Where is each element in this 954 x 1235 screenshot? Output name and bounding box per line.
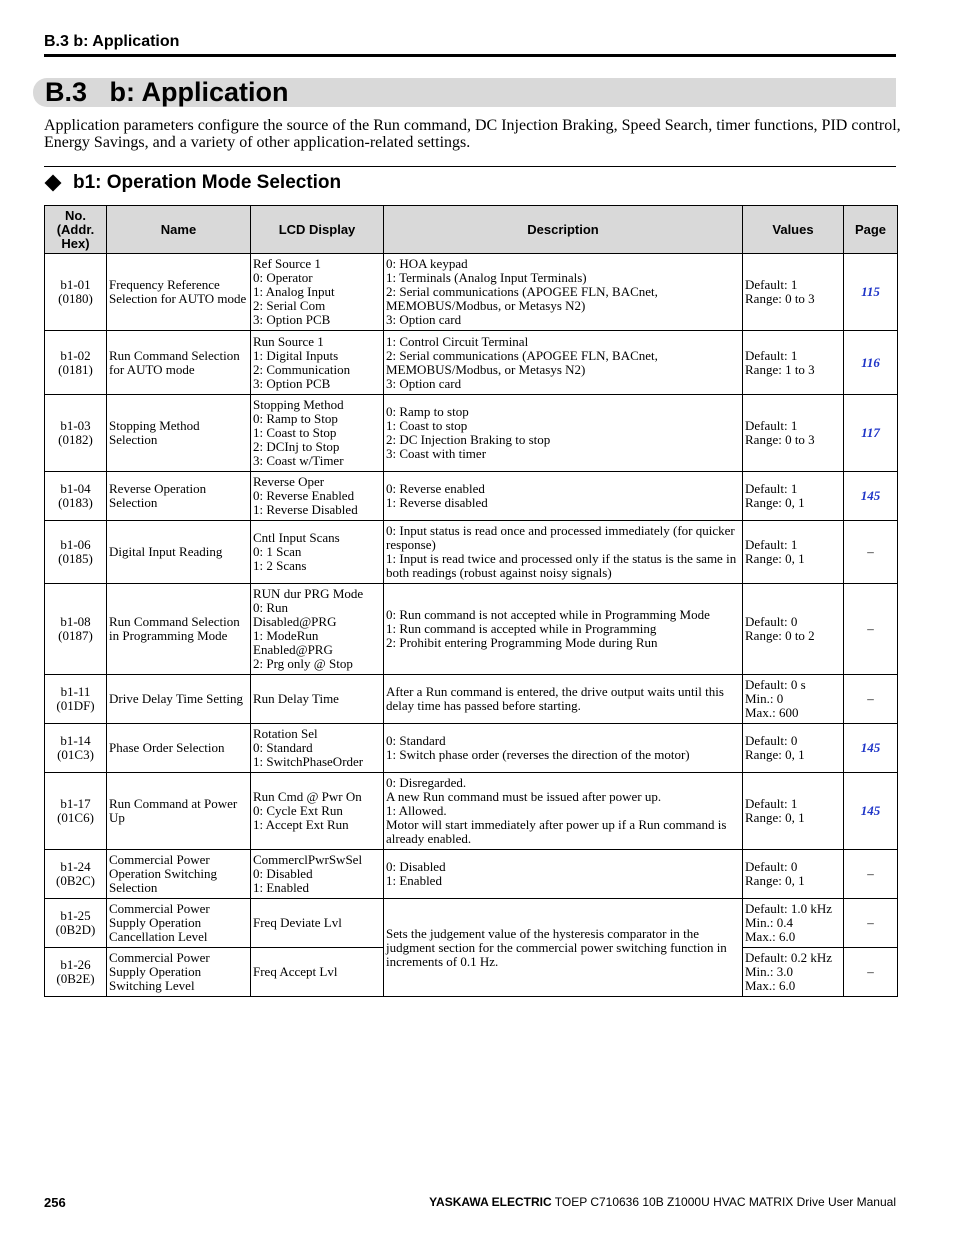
description-cell: [384, 675, 743, 724]
description-line: 2: Serial communications (APOGEE FLN, BACnet, MEMOBUS/Modbus, or Metasys N2): [386, 347, 658, 377]
param-name-cell: Drive Delay Time Setting: [107, 675, 251, 724]
description-cell: [384, 724, 743, 773]
lcd-display-line: Freq Deviate Lvl: [253, 915, 342, 930]
description-line: 1: Input is read twice and processed only if the status is the same in both readings (robust against noisy signals): [386, 551, 737, 580]
lcd-display-cell: [251, 521, 384, 584]
param-name-cell: Run Command Selection in Programming Mode: [107, 584, 251, 675]
value-line: Default: 1.0 kHz: [745, 901, 833, 916]
description-cell: [384, 395, 743, 472]
section-number: B.3: [45, 77, 88, 107]
value-line: Range: 0, 1: [745, 873, 805, 888]
value-line: Range: 0, 1: [745, 810, 805, 825]
description-line: 1: Run command is accepted while in Programming: [386, 621, 657, 636]
page-none: –: [867, 964, 874, 979]
param-number: b1-26: [60, 957, 91, 972]
param-address: (0181): [58, 361, 93, 377]
param-address: (0182): [58, 432, 93, 447]
lcd-display-cell: [251, 331, 384, 395]
value-line: Max.: 600: [745, 705, 799, 720]
lcd-display-line: 0: Disabled: [253, 866, 313, 881]
table-body: [45, 254, 898, 997]
description-cell: [384, 584, 743, 675]
description-line: 2: DC Injection Braking to stop: [386, 432, 551, 447]
description-cell: [384, 773, 743, 850]
table-row: [45, 254, 898, 331]
param-address: (0B2E): [56, 971, 95, 986]
description-line: A new Run command must be issued after power up.: [386, 789, 662, 804]
value-line: Default: 1: [745, 277, 798, 292]
table-row: [45, 773, 898, 850]
page-none: –: [867, 544, 874, 559]
param-number: b1-24: [60, 859, 91, 874]
page-link[interactable]: 145: [860, 740, 881, 755]
lcd-display-line: 1: SwitchPhaseOrder: [253, 754, 364, 769]
parameter-table: [44, 205, 898, 997]
lcd-display-line: 1: Reverse Disabled: [253, 502, 358, 517]
description-line: 1: Enabled: [386, 873, 442, 888]
value-line: Default: 1: [745, 481, 798, 496]
description-line: 2: Prohibit entering Programming Mode during Run: [386, 635, 658, 650]
page-cell: [844, 584, 898, 675]
param-number-cell: [45, 395, 107, 472]
param-number: b1-08: [60, 614, 91, 629]
lcd-display-cell: [251, 472, 384, 521]
description-line: 0: Disregarded.: [386, 775, 467, 790]
description-line: After a Run command is entered, the drive output waits until this delay time has passed before starting.: [386, 684, 724, 713]
param-name-cell: Run Command at Power Up: [107, 773, 251, 850]
lcd-display-cell: [251, 584, 384, 675]
value-line: Default: 0: [745, 859, 798, 874]
description-cell: [384, 331, 743, 395]
value-line: Default: 1: [745, 347, 798, 363]
description-cell: [384, 521, 743, 584]
value-line: Range: 0, 1: [745, 495, 805, 510]
table-row: [45, 395, 898, 472]
lcd-display-line: Run Cmd @ Pwr On: [253, 789, 362, 804]
lcd-display-line: 2: DCInj to Stop: [253, 439, 340, 454]
description-line: Sets the judgement value of the hysteresis comparator in the judgment section for the commercial power switching function in increments of 0.1 Hz.: [386, 925, 727, 969]
page-cell: [844, 675, 898, 724]
header-name: Name: [107, 206, 251, 254]
lcd-display-cell: [251, 724, 384, 773]
description-cell: [384, 899, 743, 997]
page-cell: [844, 521, 898, 584]
table-row: [45, 331, 898, 395]
values-cell: [743, 331, 844, 395]
values-cell: [743, 472, 844, 521]
param-number: b1-03: [60, 418, 91, 433]
param-name-cell: Run Command Selection for AUTO mode: [107, 331, 251, 395]
param-name-cell: Digital Input Reading: [107, 521, 251, 584]
param-number: b1-06: [60, 537, 91, 552]
values-cell: [743, 850, 844, 899]
page-link[interactable]: 145: [860, 803, 881, 818]
param-name-cell: Commercial Power Supply Operation Cancellation Level: [107, 899, 251, 948]
lcd-display-line: 2: Serial Com: [253, 298, 326, 313]
param-name-cell: Commercial Power Supply Operation Switching Level: [107, 948, 251, 997]
subsection-rule: [44, 166, 896, 167]
lcd-display-line: Run Delay Time: [253, 691, 339, 706]
value-line: Min.: 0.4: [745, 915, 794, 930]
header-lcd-display: LCD Display: [251, 206, 384, 254]
param-number-cell: [45, 773, 107, 850]
page-cell: [844, 254, 898, 331]
value-line: Default: 1: [745, 418, 798, 433]
lcd-display-line: 0: Cycle Ext Run: [253, 803, 343, 818]
lcd-display-line: 0: Standard: [253, 740, 313, 755]
description-line: 0: Standard: [386, 733, 446, 748]
lcd-display-line: Disabled@PRG: [253, 614, 337, 629]
description-line: 3: Option card: [386, 312, 462, 327]
lcd-display-line: Run Source 1: [253, 333, 324, 349]
lcd-display-cell: [251, 773, 384, 850]
lcd-display-line: 0: Ramp to Stop: [253, 411, 338, 426]
description-line: 1: Terminals (Analog Input Terminals): [386, 270, 587, 285]
description-line: 2: Serial communications (APOGEE FLN, BACnet, MEMOBUS/Modbus, or Metasys N2): [386, 284, 658, 313]
page-link[interactable]: 145: [860, 488, 881, 503]
description-line: 0: Reverse enabled: [386, 481, 485, 496]
footer-manual-title: [429, 1195, 896, 1209]
lcd-display-cell: [251, 899, 384, 948]
lcd-display-cell: [251, 254, 384, 331]
table-row: [45, 675, 898, 724]
description-line: 0: Ramp to stop: [386, 404, 469, 419]
value-line: Range: 0, 1: [745, 551, 805, 566]
param-number: b1-11: [60, 684, 91, 699]
lcd-display-line: 1: Enabled: [253, 880, 309, 895]
description-line: 0: HOA keypad: [386, 256, 468, 271]
footer-manual: TOEP C710636 10B Z1000U HVAC MATRIX Drive User Manual: [551, 1195, 896, 1209]
table-row: [45, 584, 898, 675]
table-row: [45, 724, 898, 773]
lcd-display-line: 0: Run: [253, 600, 289, 615]
description-line: 0: Input status is read once and processed immediately (for quicker response): [386, 523, 735, 552]
values-cell: [743, 675, 844, 724]
lcd-display-line: 2: Communication: [253, 361, 351, 377]
header-rule: [44, 54, 896, 57]
header-values: Values: [743, 206, 844, 254]
description-line: 1: Coast to stop: [386, 418, 468, 433]
lcd-display-line: 0: Reverse Enabled: [253, 488, 355, 503]
values-cell: [743, 773, 844, 850]
lcd-display-line: 1: 2 Scans: [253, 558, 307, 573]
value-line: Max.: 6.0: [745, 978, 796, 993]
param-address: (0185): [58, 551, 93, 566]
description-line: 0: Disabled: [386, 859, 446, 874]
page-cell: [844, 724, 898, 773]
header-page: Page: [844, 206, 898, 254]
table-row: [45, 472, 898, 521]
param-number-cell: [45, 850, 107, 899]
lcd-display-line: 1: Coast to Stop: [253, 425, 337, 440]
param-number: b1-25: [60, 908, 91, 923]
param-number-cell: [45, 675, 107, 724]
value-line: Min.: 0: [745, 691, 784, 706]
param-address: (0180): [58, 291, 93, 306]
page-link[interactable]: 115: [861, 284, 880, 299]
header-no: No. (Addr. Hex): [45, 206, 107, 254]
lcd-display-line: Reverse Oper: [253, 474, 325, 489]
param-address: (0187): [58, 628, 93, 643]
value-line: Default: 1: [745, 796, 798, 811]
lcd-display-line: 3: Option PCB: [253, 375, 331, 391]
running-head: B.3 b: Application: [44, 33, 180, 50]
value-line: Default: 0: [745, 733, 798, 748]
values-cell: [743, 948, 844, 997]
value-line: Range: 0 to 3: [745, 291, 815, 306]
page-none: –: [867, 691, 874, 706]
param-number-cell: [45, 331, 107, 395]
lcd-display-cell: [251, 395, 384, 472]
values-cell: [743, 724, 844, 773]
intro-paragraph: Application parameters configure the source of the Run command, DC Injection Braking, Speed Search, timer functions, PID control, Energy Savings, and a variety of other application-related settings.: [44, 117, 901, 151]
header-description: Description: [384, 206, 743, 254]
lcd-display-line: RUN dur PRG Mode: [253, 586, 364, 601]
param-address: (0B2C): [56, 873, 95, 888]
lcd-display-line: CommerclPwrSwSel: [253, 852, 363, 867]
lcd-display-line: 0: 1 Scan: [253, 544, 302, 559]
lcd-display-line: 1: Analog Input: [253, 284, 335, 299]
value-line: Range: 0, 1: [745, 747, 805, 762]
description-cell: [384, 254, 743, 331]
value-line: Default: 0.2 kHz: [745, 950, 833, 965]
description-cell: [384, 850, 743, 899]
page-cell: [844, 899, 898, 948]
section-title: [45, 77, 289, 108]
param-number-cell: [45, 899, 107, 948]
lcd-display-line: 3: Coast w/Timer: [253, 453, 344, 468]
values-cell: [743, 521, 844, 584]
value-line: Range: 1 to 3: [745, 361, 815, 377]
lcd-display-line: 2: Prg only @ Stop: [253, 656, 353, 671]
value-line: Default: 0: [745, 614, 798, 629]
lcd-display-line: Rotation Sel: [253, 726, 318, 741]
page-cell: [844, 773, 898, 850]
subsection-heading: [44, 172, 341, 194]
footer-brand: YASKAWA ELECTRIC: [429, 1195, 552, 1209]
description-cell: [384, 472, 743, 521]
value-line: Range: 0 to 2: [745, 628, 815, 643]
lcd-display-line: 1: ModeRun: [253, 628, 319, 643]
param-name-cell: Frequency Reference Selection for AUTO mode: [107, 254, 251, 331]
table-row: [45, 899, 898, 948]
param-number-cell: [45, 724, 107, 773]
param-number-cell: [45, 472, 107, 521]
lcd-display-cell: [251, 948, 384, 997]
table-row: [45, 850, 898, 899]
values-cell: [743, 584, 844, 675]
description-line: Motor will start immediately after power up if a Run command is already enabled.: [386, 817, 727, 846]
page-none: –: [867, 621, 874, 636]
description-line: 0: Run command is not accepted while in Programming Mode: [386, 607, 710, 622]
lcd-display-line: Ref Source 1: [253, 256, 321, 271]
values-cell: [743, 395, 844, 472]
description-line: 3: Coast with timer: [386, 446, 487, 461]
param-address: (01C3): [57, 747, 94, 762]
param-name-cell: Phase Order Selection: [107, 724, 251, 773]
description-line: 1: Reverse disabled: [386, 495, 488, 510]
description-line: 1: Switch phase order (reverses the direction of the motor): [386, 747, 690, 762]
table-header-row: [45, 206, 898, 254]
lcd-display-line: 0: Operator: [253, 270, 313, 285]
lcd-display-line: 3: Option PCB: [253, 312, 331, 327]
description-line: 1: Control Circuit Terminal: [386, 333, 529, 349]
param-address: (01C6): [57, 810, 94, 825]
lcd-display-line: 1: Digital Inputs: [253, 347, 339, 363]
lcd-display-cell: [251, 675, 384, 724]
value-line: Min.: 3.0: [745, 964, 794, 979]
lcd-display-line: Cntl Input Scans: [253, 530, 340, 545]
param-number-cell: [45, 521, 107, 584]
param-number-cell: [45, 948, 107, 997]
page-link[interactable]: 117: [861, 425, 880, 440]
param-address: (0183): [58, 495, 93, 510]
page-cell: [844, 948, 898, 997]
lcd-display-line: 1: Accept Ext Run: [253, 817, 349, 832]
param-number-cell: [45, 584, 107, 675]
value-line: Max.: 6.0: [745, 929, 796, 944]
page-cell: [844, 850, 898, 899]
lcd-display-line: Freq Accept Lvl: [253, 964, 338, 979]
param-number: b1-02: [60, 347, 91, 363]
description-line: 1: Allowed.: [386, 803, 447, 818]
lcd-display-line: Stopping Method: [253, 397, 344, 412]
value-line: Default: 1: [745, 537, 798, 552]
param-number: b1-04: [60, 481, 91, 496]
lcd-display-line: Enabled@PRG: [253, 642, 333, 657]
page-cell: [844, 472, 898, 521]
values-cell: [743, 254, 844, 331]
param-address: (0B2D): [55, 922, 96, 937]
value-line: Default: 0 s: [745, 677, 806, 692]
param-name-cell: Reverse Operation Selection: [107, 472, 251, 521]
param-number: b1-17: [60, 796, 91, 811]
footer-page-number: 256: [44, 1195, 66, 1210]
table-row: [45, 521, 898, 584]
section-name: b: Application: [109, 77, 289, 107]
page-none: –: [867, 866, 874, 881]
param-number: b1-01: [60, 277, 91, 292]
param-name-cell: Commercial Power Operation Switching Selection: [107, 850, 251, 899]
page-cell: [844, 395, 898, 472]
diamond-bullet-icon: [45, 175, 62, 192]
values-cell: [743, 899, 844, 948]
description-line: 3: Option card: [386, 375, 462, 391]
value-line: Range: 0 to 3: [745, 432, 815, 447]
page-none: –: [867, 915, 874, 930]
subsection-title: b1: Operation Mode Selection: [73, 172, 342, 193]
param-number-cell: [45, 254, 107, 331]
param-number: b1-14: [60, 733, 91, 748]
param-name-cell: Stopping Method Selection: [107, 395, 251, 472]
page-cell: [844, 331, 898, 395]
param-address: (01DF): [56, 698, 95, 713]
page-link[interactable]: 116: [861, 354, 880, 370]
lcd-display-cell: [251, 850, 384, 899]
